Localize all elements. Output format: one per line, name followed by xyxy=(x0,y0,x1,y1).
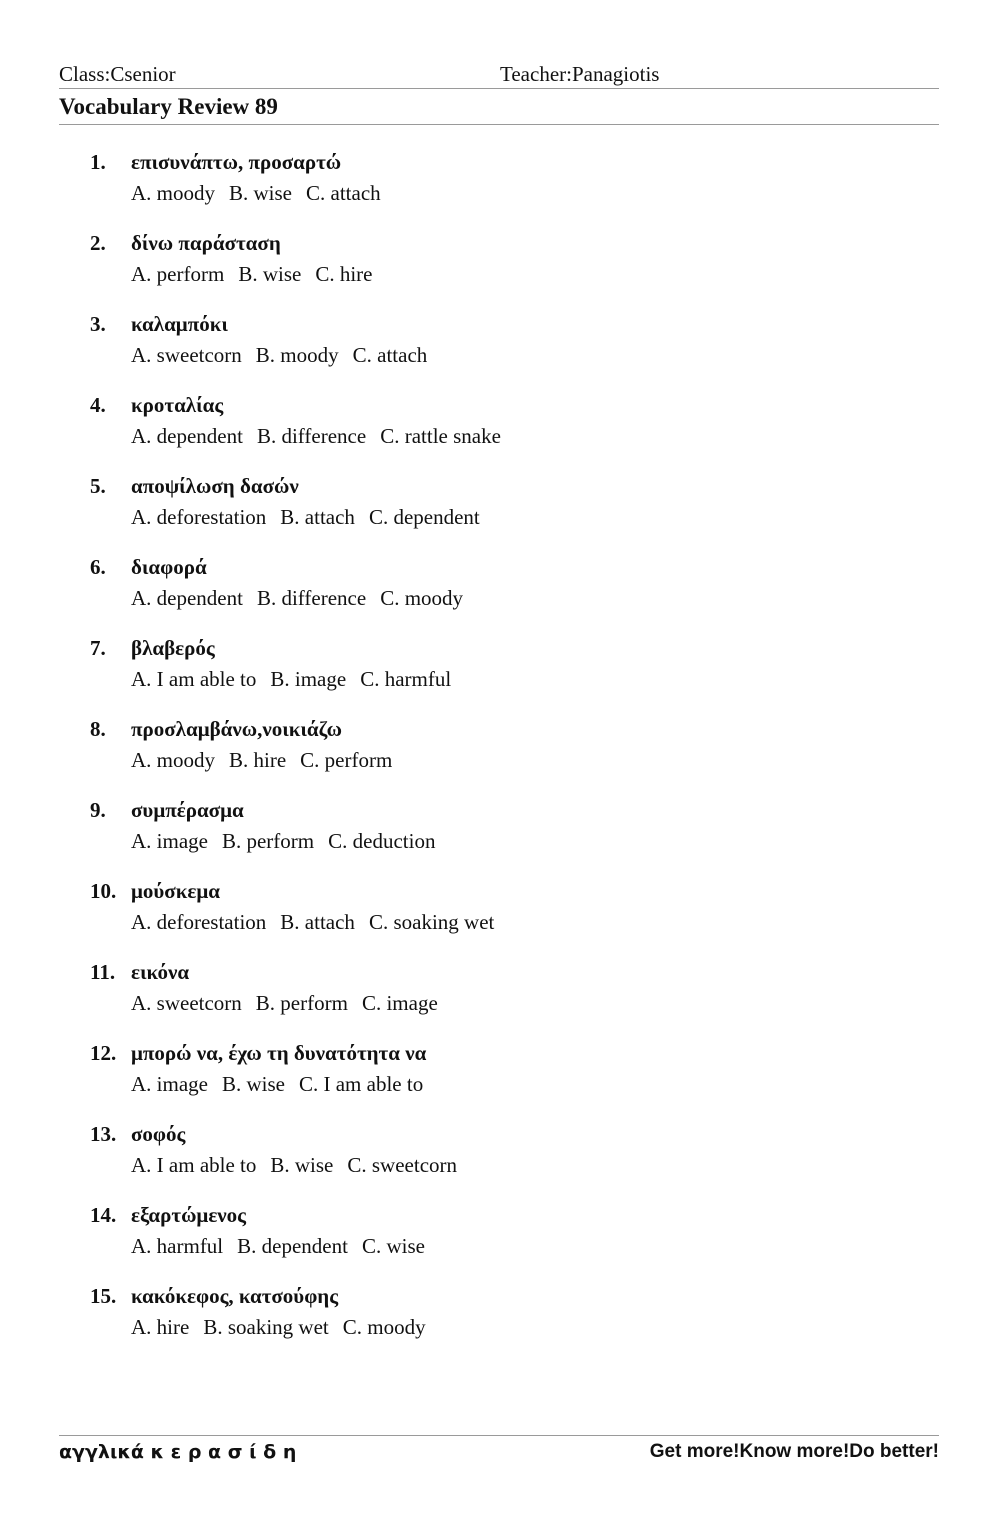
question-item xyxy=(90,553,910,634)
answer-options xyxy=(131,829,449,854)
answer-options xyxy=(131,748,406,773)
question-number: 8. xyxy=(90,717,106,741)
answer-options xyxy=(131,667,465,692)
question-prompt: συμπέρασμα xyxy=(131,798,244,822)
question-prompt: επισυνάπτω, προσαρτώ xyxy=(131,150,342,174)
answer-option[interactable]: B. moody xyxy=(255,343,339,367)
question-number: 11. xyxy=(90,960,116,984)
question-prompt: δίνω παράσταση xyxy=(131,231,281,255)
answer-options xyxy=(131,1153,471,1178)
answer-option[interactable]: A. deforestation xyxy=(131,505,267,529)
question-prompt: βλαβερός xyxy=(131,636,215,660)
answer-options xyxy=(131,505,494,530)
question-item xyxy=(90,634,910,715)
question-number: 4. xyxy=(90,393,106,417)
answer-option[interactable]: A. moody xyxy=(131,181,215,205)
footer-divider xyxy=(59,1435,939,1436)
title-bar xyxy=(59,92,939,125)
answer-option[interactable]: A. image xyxy=(131,1072,208,1096)
answer-options xyxy=(131,586,477,611)
answer-option[interactable]: B. attach xyxy=(280,505,355,529)
question-item xyxy=(90,391,910,472)
question-number: 2. xyxy=(90,231,106,255)
footer-brand: αγγλικά κ ε ρ α σ ί δ η xyxy=(59,1441,297,1463)
question-number: 9. xyxy=(90,798,106,822)
answer-options xyxy=(131,1315,440,1340)
answer-option[interactable]: B. dependent xyxy=(237,1234,348,1258)
question-prompt: σοφός xyxy=(131,1122,186,1146)
question-number: 15. xyxy=(90,1284,117,1308)
answer-options xyxy=(131,262,386,287)
answer-option[interactable]: A. dependent xyxy=(131,586,243,610)
question-prompt: κακόκεφος, κατσούφης xyxy=(131,1284,339,1308)
answer-option[interactable]: B. wise xyxy=(238,262,302,286)
question-prompt: διαφορά xyxy=(131,555,207,579)
question-item xyxy=(90,715,910,796)
question-prompt: μπορώ να, έχω τη δυνατότητα να xyxy=(131,1041,427,1065)
question-number: 10. xyxy=(90,879,117,903)
answer-options xyxy=(131,1072,437,1097)
answer-option[interactable]: A. sweetcorn xyxy=(131,991,242,1015)
answer-option[interactable]: C. moody xyxy=(380,586,464,610)
answer-option[interactable]: B. difference xyxy=(256,424,367,448)
question-number: 3. xyxy=(90,312,106,336)
question-number: 13. xyxy=(90,1122,117,1146)
question-number: 5. xyxy=(90,474,106,498)
question-item xyxy=(90,472,910,553)
answer-option[interactable]: A. I am able to xyxy=(131,667,257,691)
class-label: Class:Csenior xyxy=(59,62,176,86)
question-item xyxy=(90,796,910,877)
worksheet-header xyxy=(59,60,939,89)
answer-option[interactable]: C. moody xyxy=(342,1315,426,1339)
answer-option[interactable]: A. hire xyxy=(131,1315,190,1339)
answer-option[interactable]: C. deduction xyxy=(328,829,436,853)
answer-option[interactable]: B. image xyxy=(270,667,347,691)
answer-option[interactable]: C. I am able to xyxy=(298,1072,424,1096)
question-prompt: αποψίλωση δασών xyxy=(131,474,299,498)
answer-option[interactable]: C. attach xyxy=(352,343,428,367)
answer-options xyxy=(131,1234,439,1259)
answer-option[interactable]: B. perform xyxy=(255,991,348,1015)
answer-option[interactable]: B. wise xyxy=(229,181,292,205)
answer-option[interactable]: C. sweetcorn xyxy=(347,1153,458,1177)
answer-option[interactable]: B. attach xyxy=(280,910,355,934)
question-number: 14. xyxy=(90,1203,117,1227)
answer-option[interactable]: B. difference xyxy=(256,586,367,610)
answer-option[interactable]: B. wise xyxy=(221,1072,285,1096)
answer-option[interactable]: A. dependent xyxy=(131,424,243,448)
answer-option[interactable]: A. sweetcorn xyxy=(131,343,242,367)
answer-option[interactable]: C. attach xyxy=(306,181,381,205)
question-item xyxy=(90,1201,910,1282)
question-prompt: προσλαμβάνω,νοικιάζω xyxy=(131,717,342,741)
question-item xyxy=(90,310,910,391)
question-item xyxy=(90,1120,910,1201)
answer-options xyxy=(131,991,452,1016)
answer-option[interactable]: C. perform xyxy=(300,748,393,772)
teacher-label: Teacher:Panagiotis xyxy=(500,62,660,86)
answer-option[interactable]: C. harmful xyxy=(360,667,452,691)
answer-options xyxy=(131,424,515,449)
answer-option[interactable]: A. image xyxy=(131,829,208,853)
answer-option[interactable]: C. rattle snake xyxy=(380,424,501,448)
answer-options xyxy=(131,910,508,935)
answer-option[interactable]: C. dependent xyxy=(368,505,480,529)
answer-option[interactable]: B. wise xyxy=(270,1153,334,1177)
answer-option[interactable]: B. perform xyxy=(221,829,315,853)
question-item xyxy=(90,229,910,310)
question-list xyxy=(90,148,910,1363)
answer-option[interactable]: A. perform xyxy=(131,262,225,286)
question-prompt: κροταλίας xyxy=(131,393,224,417)
question-number: 7. xyxy=(90,636,106,660)
answer-option[interactable]: A. I am able to xyxy=(131,1153,257,1177)
question-item xyxy=(90,1039,910,1120)
question-item xyxy=(90,958,910,1039)
question-prompt: εικόνα xyxy=(131,960,190,984)
answer-option[interactable]: C. soaking wet xyxy=(368,910,495,934)
answer-option[interactable]: A. harmful xyxy=(131,1234,224,1258)
question-prompt: εξαρτώμενος xyxy=(131,1203,247,1227)
question-prompt: καλαμπόκι xyxy=(131,312,228,336)
answer-options xyxy=(131,181,395,206)
question-item xyxy=(90,148,910,229)
answer-option[interactable]: B. hire xyxy=(229,748,287,772)
answer-option[interactable]: C. wise xyxy=(361,1234,425,1258)
answer-option[interactable]: A. deforestation xyxy=(131,910,267,934)
answer-option[interactable]: B. soaking wet xyxy=(203,1315,329,1339)
question-item xyxy=(90,877,910,958)
question-item xyxy=(90,1282,910,1363)
question-prompt: μούσκεμα xyxy=(131,879,220,903)
question-number: 12. xyxy=(90,1041,117,1065)
answer-option[interactable]: A. moody xyxy=(131,748,215,772)
answer-option[interactable]: C. image xyxy=(361,991,438,1015)
question-number: 1. xyxy=(90,150,106,174)
answer-option[interactable]: C. hire xyxy=(315,262,373,286)
page-title: Vocabulary Review 89 xyxy=(59,94,278,119)
footer-slogan: Get more!Know more!Do better! xyxy=(649,1441,939,1462)
question-number: 6. xyxy=(90,555,106,579)
answer-options xyxy=(131,343,441,368)
